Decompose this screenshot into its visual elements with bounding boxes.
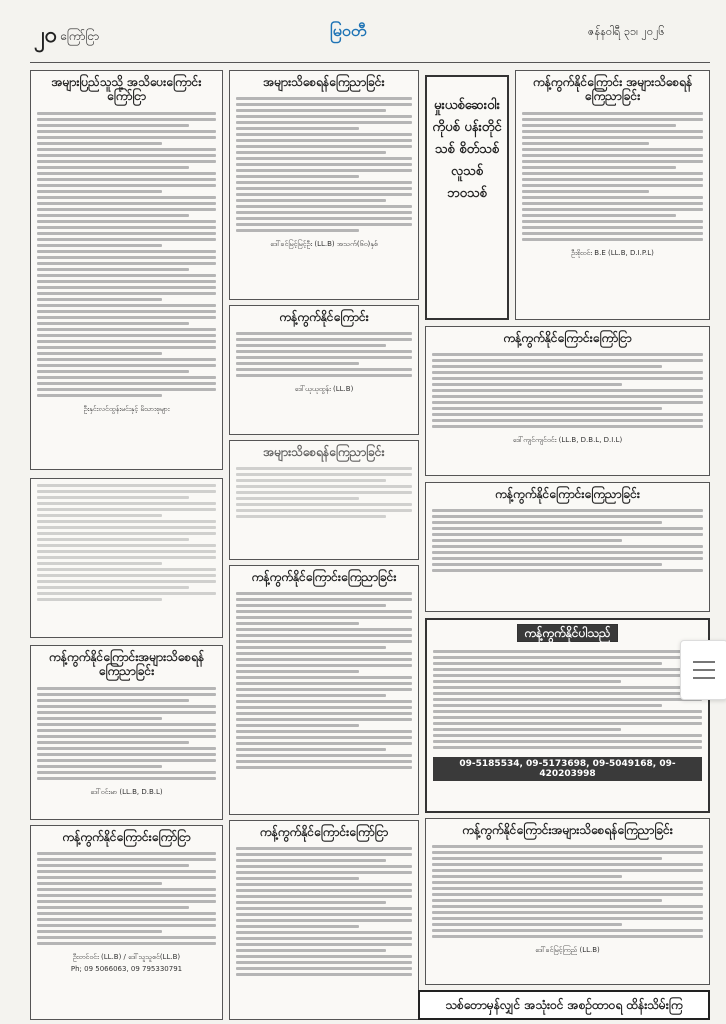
ad-title: အများပြည်သူသို့ အသိပေးကြောင်းကြော်ငြာ	[51, 75, 202, 104]
ad-title: အများသိစေရန်ကြေညာခြင်း	[263, 445, 385, 459]
ad-objection-advert-3	[425, 326, 710, 476]
section-label: ကြော်ငြာ	[60, 29, 100, 43]
ad-objection-declaration	[229, 565, 419, 815]
menu-icon-bar	[693, 669, 715, 671]
masthead-logo: မြဝတီ	[330, 21, 367, 40]
ad-title: ကန့်ကွက်နိုင်ကြောင်း	[279, 310, 369, 324]
page-number: ၂၀	[34, 22, 58, 48]
ad-phone: Ph; 09 5066063, 09 795330791	[70, 965, 183, 974]
ad-signature: ဒေါ်ခင်မြင့်ကြည် (LL.B)	[535, 946, 600, 955]
ad-title: ကန့်ကွက်နိုင်ကြောင်းကြေညာခြင်း	[251, 570, 397, 584]
ad-title: ကန့်ကွက်နိုင်ကြောင်းအများသိစေရန်ကြေညာခြင်း	[462, 823, 673, 837]
ad-signature: ဦးနှင်းလင်ထွန်းမင်းနှင့် မိသားစုများ	[83, 404, 170, 413]
slogan-text: မှုးယစ်ဆေးဝါးကိုပစ် ပန်းတိုင်သစ် စိတ်သစ် လူသစ် ဘဝသစ်	[432, 98, 502, 201]
contact-bar	[433, 757, 702, 781]
ad-objection-public-notice	[515, 70, 710, 320]
ad-faded-notice	[30, 478, 223, 638]
ad-signature: ဒေါ်ယုယုထွန်း (LL.B)	[294, 385, 354, 394]
ad-objection-short	[229, 305, 419, 435]
issue-date: ဇန်နဝါရီ ၃၁၊ ၂၀၂၆	[588, 25, 665, 38]
menu-toggle-button[interactable]	[680, 640, 726, 700]
ad-signature: ဒေါ်ကျင်ကျင်ဝင်း (LL.B, D.B.L, D.I.L)	[512, 436, 623, 445]
ad-public-announcement	[229, 70, 419, 300]
ad-signature: ဦးစိုးဝင်း B.E (LL.B, D.I.P.L)	[571, 248, 654, 257]
page-header	[0, 0, 726, 62]
ad-objection-notice	[30, 645, 223, 820]
ad-title: ကန့်ကွက်နိုင်ကြောင်းကြော်ငြာ	[259, 825, 389, 839]
ad-signature: ဒေါ်ဝင်းမာ (LL.B, D.B.L)	[90, 787, 163, 796]
ad-title: အများသိစေရန်ကြေညာခြင်း	[263, 75, 385, 89]
ad-objection-public-notice-2	[425, 818, 710, 985]
forest-conservation-banner: သစ်တောမှန်လျှင် အသုံးဝင် အစဉ်ထာဝရ ထိန်းသိမ်းကြ	[418, 990, 710, 1020]
ad-objection-possible	[425, 618, 710, 813]
ad-signature: ဦးတင်ဝင်း (LL.B) / ဒေါ်သူသူစင်(LL.B)	[72, 953, 181, 962]
ad-title: ကန့်ကွက်နိုင်ကြောင်းကြေညာခြင်း	[495, 487, 640, 501]
ad-public-notice	[30, 70, 223, 470]
header-divider	[30, 62, 710, 63]
ad-title: ကန့်ကွက်နိုင်ပါသည်	[517, 624, 617, 642]
anti-drug-slogan-box	[425, 75, 509, 320]
ad-phone: 09-5185534, 09-5173698, 09-5049168, 09-420203998	[459, 759, 676, 780]
ad-signature: ဒေါ်ခင်မြင့်မြင့်ဦး (LL.B) အသက်(၆၀)နှစ်	[270, 240, 378, 249]
ad-objection-advert	[30, 825, 223, 1020]
ad-objection-advert-2	[229, 820, 419, 1020]
ad-title: ကန့်ကွက်နိုင်ကြောင်းကြော်ငြာ	[503, 331, 632, 345]
ad-title: ကန့်ကွက်နိုင်ကြောင်းအများသိစေရန်ကြေညာခြင်း	[48, 650, 205, 679]
menu-icon-bar	[693, 677, 715, 679]
ad-objection-declaration-2	[425, 482, 710, 612]
ad-announcement-faded	[229, 440, 419, 560]
ad-title: ကန့်ကွက်နိုင်ကြောင်းကြော်ငြာ	[62, 830, 191, 844]
ad-title: ကန့်ကွက်နိုင်ကြောင်း အများသိစေရန်ကြေညာခြင်း	[532, 75, 693, 104]
menu-icon-bar	[693, 661, 715, 663]
